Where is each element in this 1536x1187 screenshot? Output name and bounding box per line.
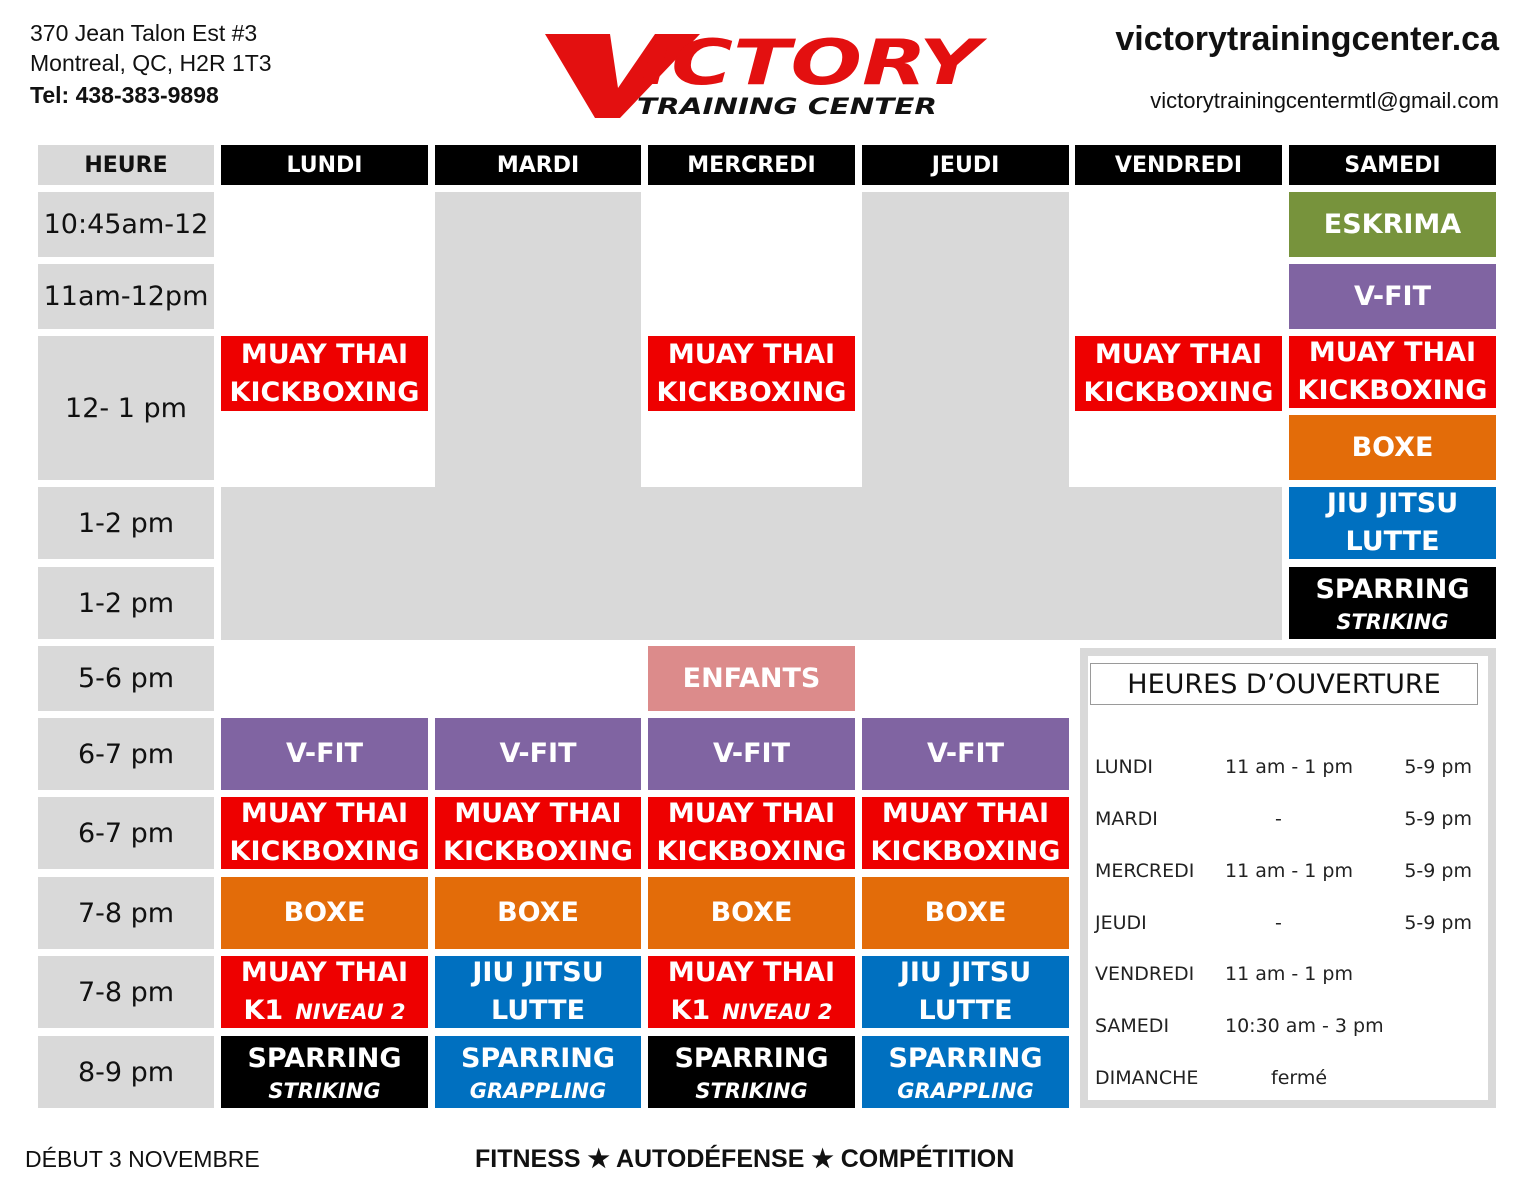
class-label: V-FIT <box>926 738 1005 769</box>
class-sublabel: STRIKING <box>268 1079 381 1103</box>
class-block-muay-thai[interactable] <box>221 797 428 869</box>
time-slot: 5-6 pm <box>38 646 214 711</box>
class-block-vfit[interactable] <box>221 718 428 790</box>
class-block-vfit[interactable] <box>862 718 1069 790</box>
hours-evening: 5-9 pm <box>1404 912 1472 934</box>
class-block-muay-thai[interactable] <box>648 797 855 869</box>
class-sublabel: KICKBOXING <box>656 836 847 867</box>
hours-row <box>1095 912 1480 942</box>
address-line-1: 370 Jean Talon Est #3 <box>30 20 258 46</box>
class-label: MUAY THAI <box>667 798 836 829</box>
class-block-sparring[interactable] <box>435 1036 641 1108</box>
class-sublabel: KICKBOXING <box>443 836 633 867</box>
time-slot: 6-7 pm <box>38 797 214 869</box>
class-block-boxe[interactable] <box>1289 415 1496 480</box>
class-block-vfit[interactable] <box>1289 264 1496 329</box>
class-label: MUAY THAI <box>240 956 409 988</box>
class-label: V-FIT <box>1353 280 1432 312</box>
class-label: BOXE <box>497 897 579 928</box>
level-label: NIVEAU 2 <box>295 999 406 1024</box>
class-block-vfit[interactable] <box>435 718 641 790</box>
day-header-samedi: SAMEDI <box>1289 145 1496 185</box>
class-label: SPARRING <box>460 1043 616 1074</box>
class-block-muay-thai[interactable] <box>1289 336 1496 408</box>
class-sublabel: KICKBOXING <box>656 376 847 408</box>
class-label: MUAY THAI <box>240 798 409 829</box>
time-slot: 1-2 pm <box>38 567 214 639</box>
hours-day: MARDI <box>1095 808 1158 830</box>
hours-morning: 11 am - 1 pm <box>1225 860 1353 882</box>
class-label: MUAY THAI <box>454 798 622 829</box>
time-slot: 7-8 pm <box>38 956 214 1028</box>
class-label: MUAY THAI <box>240 338 409 370</box>
class-label: BOXE <box>1351 431 1434 463</box>
hours-day: JEUDI <box>1095 912 1147 934</box>
class-block-enfants[interactable] <box>648 646 855 711</box>
class-block-muay-thai[interactable] <box>1075 336 1282 411</box>
class-sublabel: LUTTE <box>490 995 586 1026</box>
class-block-muay-thai-k1[interactable] <box>221 956 428 1028</box>
class-label: V-FIT <box>285 738 364 769</box>
class-label: BOXE <box>924 897 1007 928</box>
hours-row <box>1095 808 1480 838</box>
class-block-muay-thai[interactable] <box>648 336 855 411</box>
class-label: SPARRING <box>888 1043 1043 1074</box>
hours-evening: 5-9 pm <box>1404 808 1472 830</box>
class-block-vfit[interactable] <box>648 718 855 790</box>
class-label: SPARRING <box>247 1043 402 1074</box>
start-date: DÉBUT 3 NOVEMBRE <box>25 1146 260 1172</box>
time-slot: 8-9 pm <box>38 1036 214 1108</box>
hours-day: MERCREDI <box>1095 860 1195 882</box>
class-label: MUAY THAI <box>667 338 836 370</box>
class-label: ESKRIMA <box>1323 208 1462 240</box>
time-slot: 7-8 pm <box>38 877 214 949</box>
class-sublabel: LUTTE <box>1345 526 1440 557</box>
phone-number: Tel: 438-383-9898 <box>30 82 219 108</box>
time-slot: 6-7 pm <box>38 718 214 790</box>
class-label: JIU JITSU <box>899 957 1032 988</box>
class-label: JIU JITSU <box>472 957 604 988</box>
class-sublabel: KICKBOXING <box>229 836 420 867</box>
hours-day: DIMANCHE <box>1095 1067 1199 1089</box>
class-label: SPARRING <box>1315 574 1470 605</box>
website[interactable]: victorytrainingcenter.ca <box>1115 20 1499 58</box>
class-block-jiu-jitsu[interactable] <box>862 956 1069 1028</box>
class-block-boxe[interactable] <box>221 877 428 949</box>
class-label: MUAY THAI <box>667 956 836 988</box>
class-block-sparring[interactable] <box>862 1036 1069 1108</box>
class-label: JIU JITSU <box>1326 488 1459 519</box>
class-block-muay-thai-k1[interactable] <box>648 956 855 1028</box>
class-block-muay-thai[interactable] <box>862 797 1069 869</box>
hours-evening: 5-9 pm <box>1404 860 1472 882</box>
class-block-eskrima[interactable] <box>1289 192 1496 257</box>
opening-hours-title: HEURES D’OUVERTURE <box>1090 663 1478 705</box>
class-block-sparring[interactable] <box>221 1036 428 1108</box>
time-slot: 11am-12pm <box>38 264 214 329</box>
hours-morning: fermé <box>1271 1067 1328 1089</box>
class-label: MUAY THAI <box>1094 338 1263 370</box>
class-block-boxe[interactable] <box>435 877 641 949</box>
class-block-jiu-jitsu[interactable] <box>435 956 641 1028</box>
class-label: V-FIT <box>712 738 791 769</box>
class-sublabel: LUTTE <box>918 995 1013 1026</box>
class-sublabel: KICKBOXING <box>870 836 1061 867</box>
time-slot: 10:45am-12 <box>38 192 214 257</box>
class-label: MUAY THAI <box>1308 337 1477 368</box>
class-block-muay-thai[interactable] <box>435 797 641 869</box>
hour-header: HEURE <box>38 145 214 185</box>
hours-morning: - <box>1275 912 1282 934</box>
class-sublabel: KICKBOXING <box>1083 376 1274 408</box>
hours-evening: 5-9 pm <box>1404 756 1472 778</box>
hours-day: SAMEDI <box>1095 1015 1170 1037</box>
day-header-lundi: LUNDI <box>221 145 428 185</box>
email[interactable]: victorytrainingcentermtl@gmail.com <box>1150 88 1499 113</box>
day-header-mardi: MARDI <box>435 145 641 185</box>
time-slot: 12- 1 pm <box>38 336 214 480</box>
class-label: MUAY THAI <box>881 798 1050 829</box>
hours-morning: 11 am - 1 pm <box>1225 963 1353 985</box>
class-block-muay-thai[interactable] <box>221 336 428 411</box>
day-header-mercredi: MERCREDI <box>648 145 855 185</box>
class-block-sparring[interactable] <box>648 1036 855 1108</box>
k1-label: K1 <box>243 994 284 1026</box>
hours-morning: - <box>1275 808 1282 830</box>
hours-row <box>1095 1067 1480 1097</box>
class-sublabel-row <box>244 992 406 1031</box>
day-header-vendredi: VENDREDI <box>1075 145 1282 185</box>
empty-slot-jeudi-morning <box>862 192 1069 487</box>
class-label: ENFANTS <box>682 662 821 694</box>
logo-text: ICTORY <box>640 26 989 99</box>
class-sublabel: GRAPPLING <box>469 1079 607 1103</box>
class-block-boxe[interactable] <box>862 877 1069 949</box>
class-sublabel: KICKBOXING <box>229 376 420 408</box>
class-sublabel: STRIKING <box>695 1079 808 1103</box>
class-sublabel: STRIKING <box>1336 610 1449 634</box>
hours-row <box>1095 860 1480 890</box>
class-sublabel-row <box>671 992 833 1031</box>
class-label: BOXE <box>283 897 366 928</box>
class-label: V-FIT <box>499 738 577 769</box>
empty-slot-mardi-morning <box>435 192 641 487</box>
class-block-sparring[interactable] <box>1289 567 1496 639</box>
hours-day: LUNDI <box>1095 756 1153 778</box>
day-header-jeudi: JEUDI <box>862 145 1069 185</box>
level-label: NIVEAU 2 <box>722 999 833 1024</box>
hours-morning: 11 am - 1 pm <box>1225 756 1353 778</box>
class-block-boxe[interactable] <box>648 877 855 949</box>
hours-row <box>1095 963 1480 993</box>
class-sublabel: KICKBOXING <box>1297 375 1488 406</box>
logo-subtext: TRAINING CENTER <box>637 95 937 120</box>
tagline: FITNESS ★ AUTODÉFENSE ★ COMPÉTITION <box>475 1145 1015 1173</box>
hours-row <box>1095 756 1480 786</box>
hours-day: VENDREDI <box>1095 963 1195 985</box>
hours-morning: 10:30 am - 3 pm <box>1225 1015 1384 1037</box>
hours-row <box>1095 1015 1480 1045</box>
empty-slot-afternoon <box>221 487 1282 640</box>
victory-logo <box>540 26 990 126</box>
class-block-jiu-jitsu[interactable] <box>1289 487 1496 559</box>
class-sublabel: GRAPPLING <box>897 1079 1034 1103</box>
class-label: SPARRING <box>674 1043 829 1074</box>
time-slot: 1-2 pm <box>38 487 214 559</box>
k1-label: K1 <box>670 994 711 1026</box>
class-label: BOXE <box>710 897 793 928</box>
address-line-2: Montreal, QC, H2R 1T3 <box>30 50 272 76</box>
